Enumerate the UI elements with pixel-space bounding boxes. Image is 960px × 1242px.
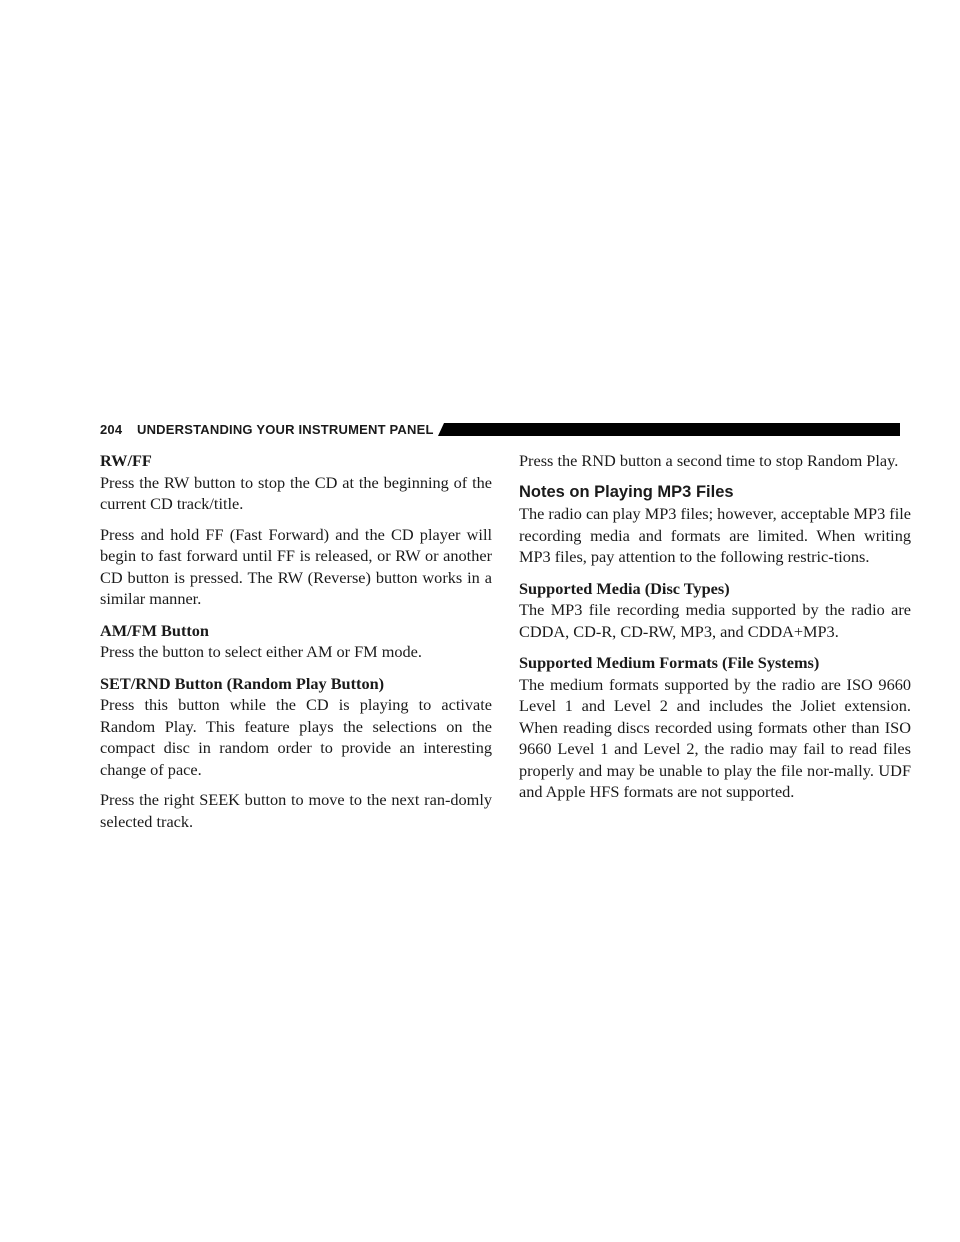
amfm-paragraph: Press the button to select either AM or FM mode.	[100, 642, 422, 661]
heading-supported-formats: Supported Medium Formats (File Systems)	[519, 653, 820, 672]
rwff-paragraph-1: Press the RW button to stop the CD at the beginning of the current CD track/title.	[100, 472, 492, 513]
left-column	[100, 450, 492, 841]
rwff-paragraph-2: Press and hold FF (Fast Forward) and the CD player will begin to fast forward until FF is released, or RW or another CD button is pressed. The RW (Reverse) button works in a similar manner.	[100, 524, 492, 608]
heading-set-rnd-button: SET/RND Button (Random Play Button)	[100, 673, 385, 693]
media-paragraph: The MP3 file recording media supported by the radio are CDDA, CD-R, CD-RW, MP3, and CDDA+MP3.	[519, 600, 911, 641]
setrnd-paragraph-1: Press this button while the CD is playing to activate Random Play. This feature plays the selections on the compact disc in random order to provide an interesting change of pace.	[100, 695, 492, 779]
heading-mp3-notes: Notes on Playing MP3 Files	[519, 482, 734, 501]
formats-paragraph: The medium formats supported by the radio are ISO 9660 Level 1 and Level 2 and includes the Joliet extension. When reading discs recorded using formats other than ISO 9660 Level 1 and Level 2, the radio may fail to read files properly and may be unable to play the file nor-mally. UDF and Apple HFS formats are not supported.	[519, 674, 911, 801]
random-stop-paragraph: Press the RND button a second time to stop Random Play.	[519, 451, 899, 470]
heading-amfm-button: AM/FM Button	[100, 620, 209, 640]
header-rule	[438, 423, 900, 436]
page-number: 204	[100, 422, 123, 437]
heading-supported-media: Supported Media (Disc Types)	[519, 578, 730, 598]
setrnd-paragraph-2: Press the right SEEK button to move to the next ran-domly selected track.	[100, 790, 492, 831]
page-header	[100, 420, 900, 440]
section-title: UNDERSTANDING YOUR INSTRUMENT PANEL	[137, 422, 434, 437]
heading-rwff: RW/FF	[100, 451, 152, 470]
mp3-paragraph: The radio can play MP3 files; however, acceptable MP3 file recording media and formats are limited. When writing MP3 files, pay attention to the following restric-tions.	[519, 504, 911, 566]
right-column	[519, 450, 911, 812]
